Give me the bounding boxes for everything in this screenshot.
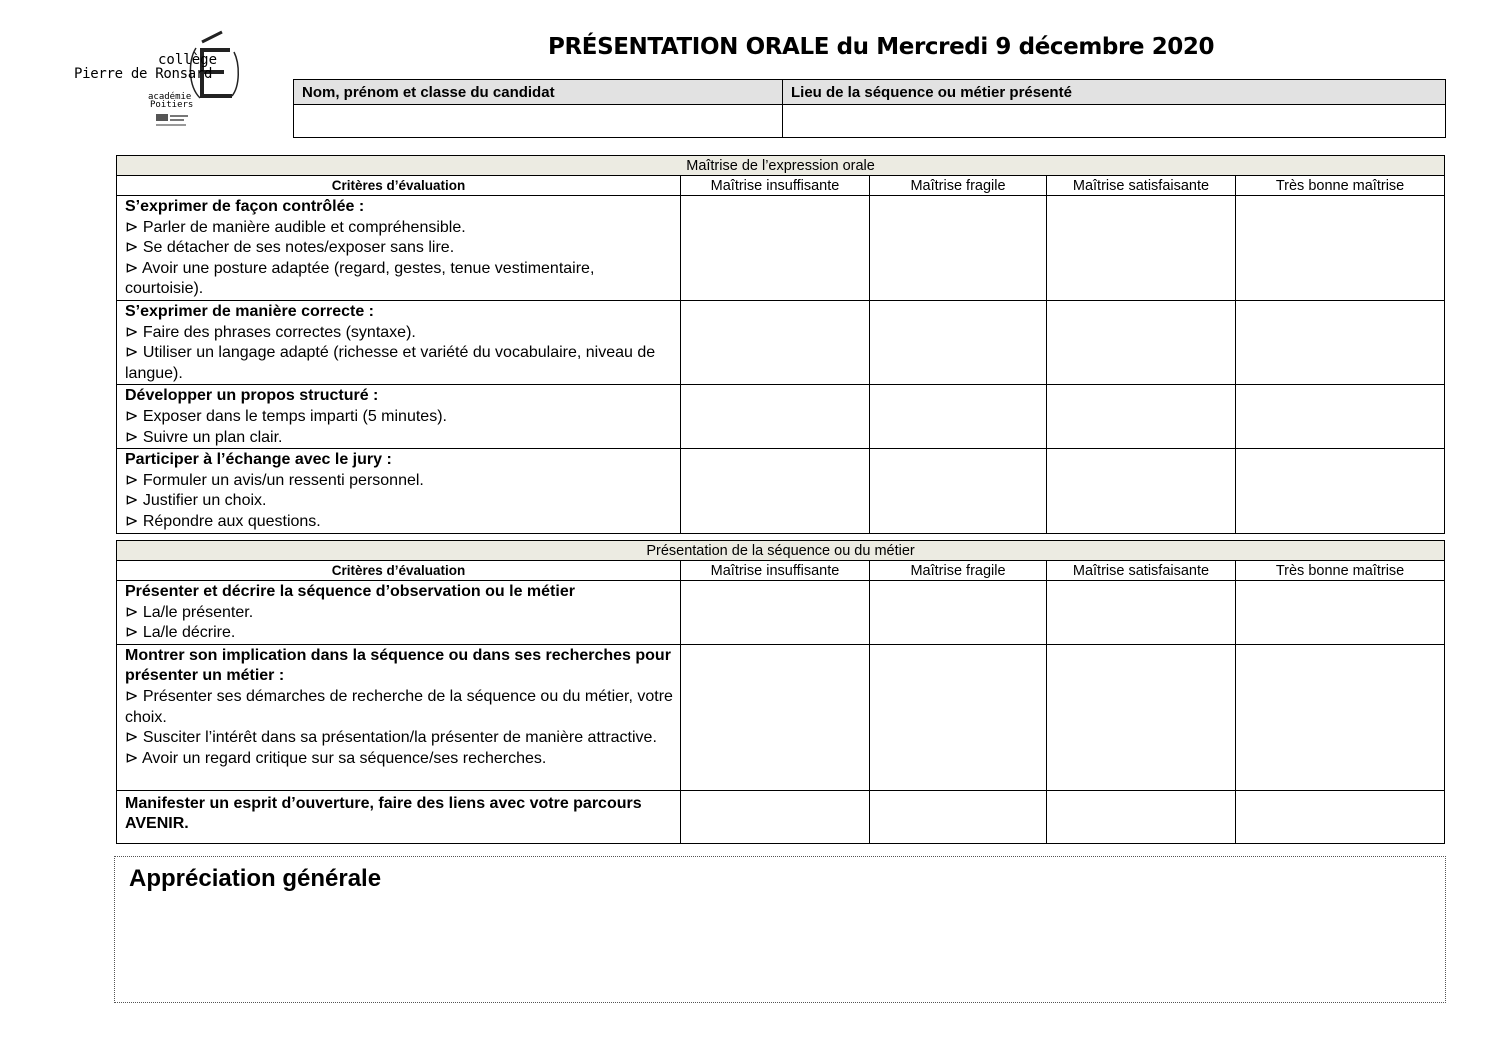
rating-cell[interactable] [681, 449, 870, 533]
criteria-title: Présenter et décrire la séquence d’observation ou le métier [125, 583, 575, 600]
criteria-item: ⊳ Avoir une posture adaptée (regard, gestes, tenue vestimentaire, courtoisie). [125, 259, 595, 298]
criteria-cell [117, 581, 681, 645]
oral-expression-table [116, 155, 1445, 534]
level-header-satisfactory: Maîtrise satisfaisante [1047, 561, 1236, 581]
criteria-item: ⊳ Faire des phrases correctes (syntaxe). [125, 323, 416, 341]
candidate-name-header: Nom, prénom et classe du candidat [294, 80, 783, 105]
rating-cell[interactable] [1047, 449, 1236, 533]
section-title: Maîtrise de l’expression orale [117, 156, 1445, 176]
criteria-item: ⊳ Exposer dans le temps imparti (5 minutes). [125, 407, 447, 425]
rating-cell[interactable] [870, 196, 1047, 301]
college-logo [70, 30, 250, 130]
level-header-insufficient: Maîtrise insuffisante [681, 176, 870, 196]
logo-line-academie: académie [148, 92, 192, 102]
rating-cell[interactable] [681, 644, 870, 790]
candidate-place-field[interactable] [783, 105, 1446, 138]
rating-cell[interactable] [870, 644, 1047, 790]
appreciation-box[interactable] [114, 856, 1446, 1003]
page-title: PRÉSENTATION ORALE du Mercredi 9 décembre 2020 [548, 34, 1215, 60]
candidate-table [293, 79, 1446, 138]
rating-cell[interactable] [681, 581, 870, 645]
rating-cell[interactable] [1236, 196, 1445, 301]
criteria-cell [117, 196, 681, 301]
candidate-place-header: Lieu de la séquence ou métier présenté [783, 80, 1446, 105]
level-header-very-good: Très bonne maîtrise [1236, 561, 1445, 581]
criteria-title: S’exprimer de manière correcte : [125, 302, 375, 320]
rating-cell[interactable] [1236, 581, 1445, 645]
level-header-fragile: Maîtrise fragile [870, 176, 1047, 196]
rating-cell[interactable] [1047, 385, 1236, 449]
criteria-title: Manifester un esprit d’ouverture, faire des liens avec votre parcours AVENIR. [125, 794, 642, 833]
level-header-fragile: Maîtrise fragile [870, 561, 1047, 581]
criteria-cell [117, 300, 681, 384]
section-title: Présentation de la séquence ou du métier [117, 541, 1445, 561]
criteria-item: ⊳ Parler de manière audible et compréhensible. [125, 218, 466, 236]
marianne-logo-icon [156, 114, 190, 128]
rating-cell[interactable] [681, 196, 870, 301]
rating-cell[interactable] [870, 790, 1047, 843]
rating-cell[interactable] [1236, 644, 1445, 790]
criteria-header: Critères d’évaluation [117, 561, 681, 581]
criteria-row [117, 644, 1445, 790]
criteria-item: ⊳ Formuler un avis/un ressenti personnel. [125, 471, 424, 489]
criteria-item: ⊳ Utiliser un langage adapté (richesse et variété du vocabulaire, niveau de langue). [125, 344, 656, 382]
level-header-very-good: Très bonne maîtrise [1236, 176, 1445, 196]
rating-cell[interactable] [1047, 300, 1236, 384]
appreciation-title: Appréciation générale [129, 865, 382, 892]
criteria-row [117, 449, 1445, 533]
rating-cell[interactable] [870, 449, 1047, 533]
criteria-cell [117, 385, 681, 449]
criteria-item: ⊳ Répondre aux questions. [125, 512, 321, 530]
criteria-row [117, 790, 1445, 843]
criteria-item: ⊳ Suivre un plan clair. [125, 428, 283, 446]
logo-line-college: collège [158, 52, 218, 68]
rating-cell[interactable] [1047, 790, 1236, 843]
criteria-item: ⊳ Se détacher de ses notes/exposer sans lire. [125, 239, 455, 257]
rating-cell[interactable] [681, 385, 870, 449]
presentation-table [116, 540, 1445, 844]
criteria-cell [117, 790, 681, 843]
candidate-name-field[interactable] [294, 105, 783, 138]
rating-cell[interactable] [1047, 581, 1236, 645]
criteria-item: ⊳ Avoir un regard critique sur sa séquence/ses recherches. [125, 749, 547, 767]
rating-cell[interactable] [1236, 790, 1445, 843]
logo-line-poitiers: Poitiers [150, 100, 194, 110]
rating-cell[interactable] [1047, 196, 1236, 301]
level-header-insufficient: Maîtrise insuffisante [681, 561, 870, 581]
rating-cell[interactable] [870, 385, 1047, 449]
rating-cell[interactable] [681, 790, 870, 843]
rating-cell[interactable] [1236, 385, 1445, 449]
rating-cell[interactable] [1236, 449, 1445, 533]
criteria-item: ⊳ La/le décrire. [125, 624, 236, 642]
level-header-satisfactory: Maîtrise satisfaisante [1047, 176, 1236, 196]
criteria-title: Participer à l’échange avec le jury : [125, 451, 392, 469]
criteria-row [117, 300, 1445, 384]
rating-cell[interactable] [870, 300, 1047, 384]
criteria-item: ⊳ Susciter l’intérêt dans sa présentation/la présenter de manière attractive. [125, 729, 657, 747]
criteria-item: ⊳ Justifier un choix. [125, 492, 267, 510]
criteria-title: S’exprimer de façon contrôlée : [125, 198, 365, 215]
rating-cell[interactable] [1047, 644, 1236, 790]
logo-line-name: Pierre de Ronsard [74, 66, 213, 82]
criteria-title: Développer un propos structuré : [125, 387, 379, 405]
criteria-cell [117, 644, 681, 790]
criteria-header: Critères d’évaluation [117, 176, 681, 196]
criteria-row [117, 581, 1445, 645]
rating-cell[interactable] [1236, 300, 1445, 384]
criteria-cell [117, 449, 681, 533]
rating-cell[interactable] [681, 300, 870, 384]
criteria-row [117, 196, 1445, 301]
rating-cell[interactable] [870, 581, 1047, 645]
criteria-title: Montrer son implication dans la séquence ou dans ses recherches pour présenter un métier : [125, 646, 671, 685]
criteria-row [117, 385, 1445, 449]
criteria-item: ⊳ La/le présenter. [125, 603, 254, 621]
criteria-item: ⊳ Présenter ses démarches de recherche de la séquence ou du métier, votre choix. [125, 687, 673, 726]
